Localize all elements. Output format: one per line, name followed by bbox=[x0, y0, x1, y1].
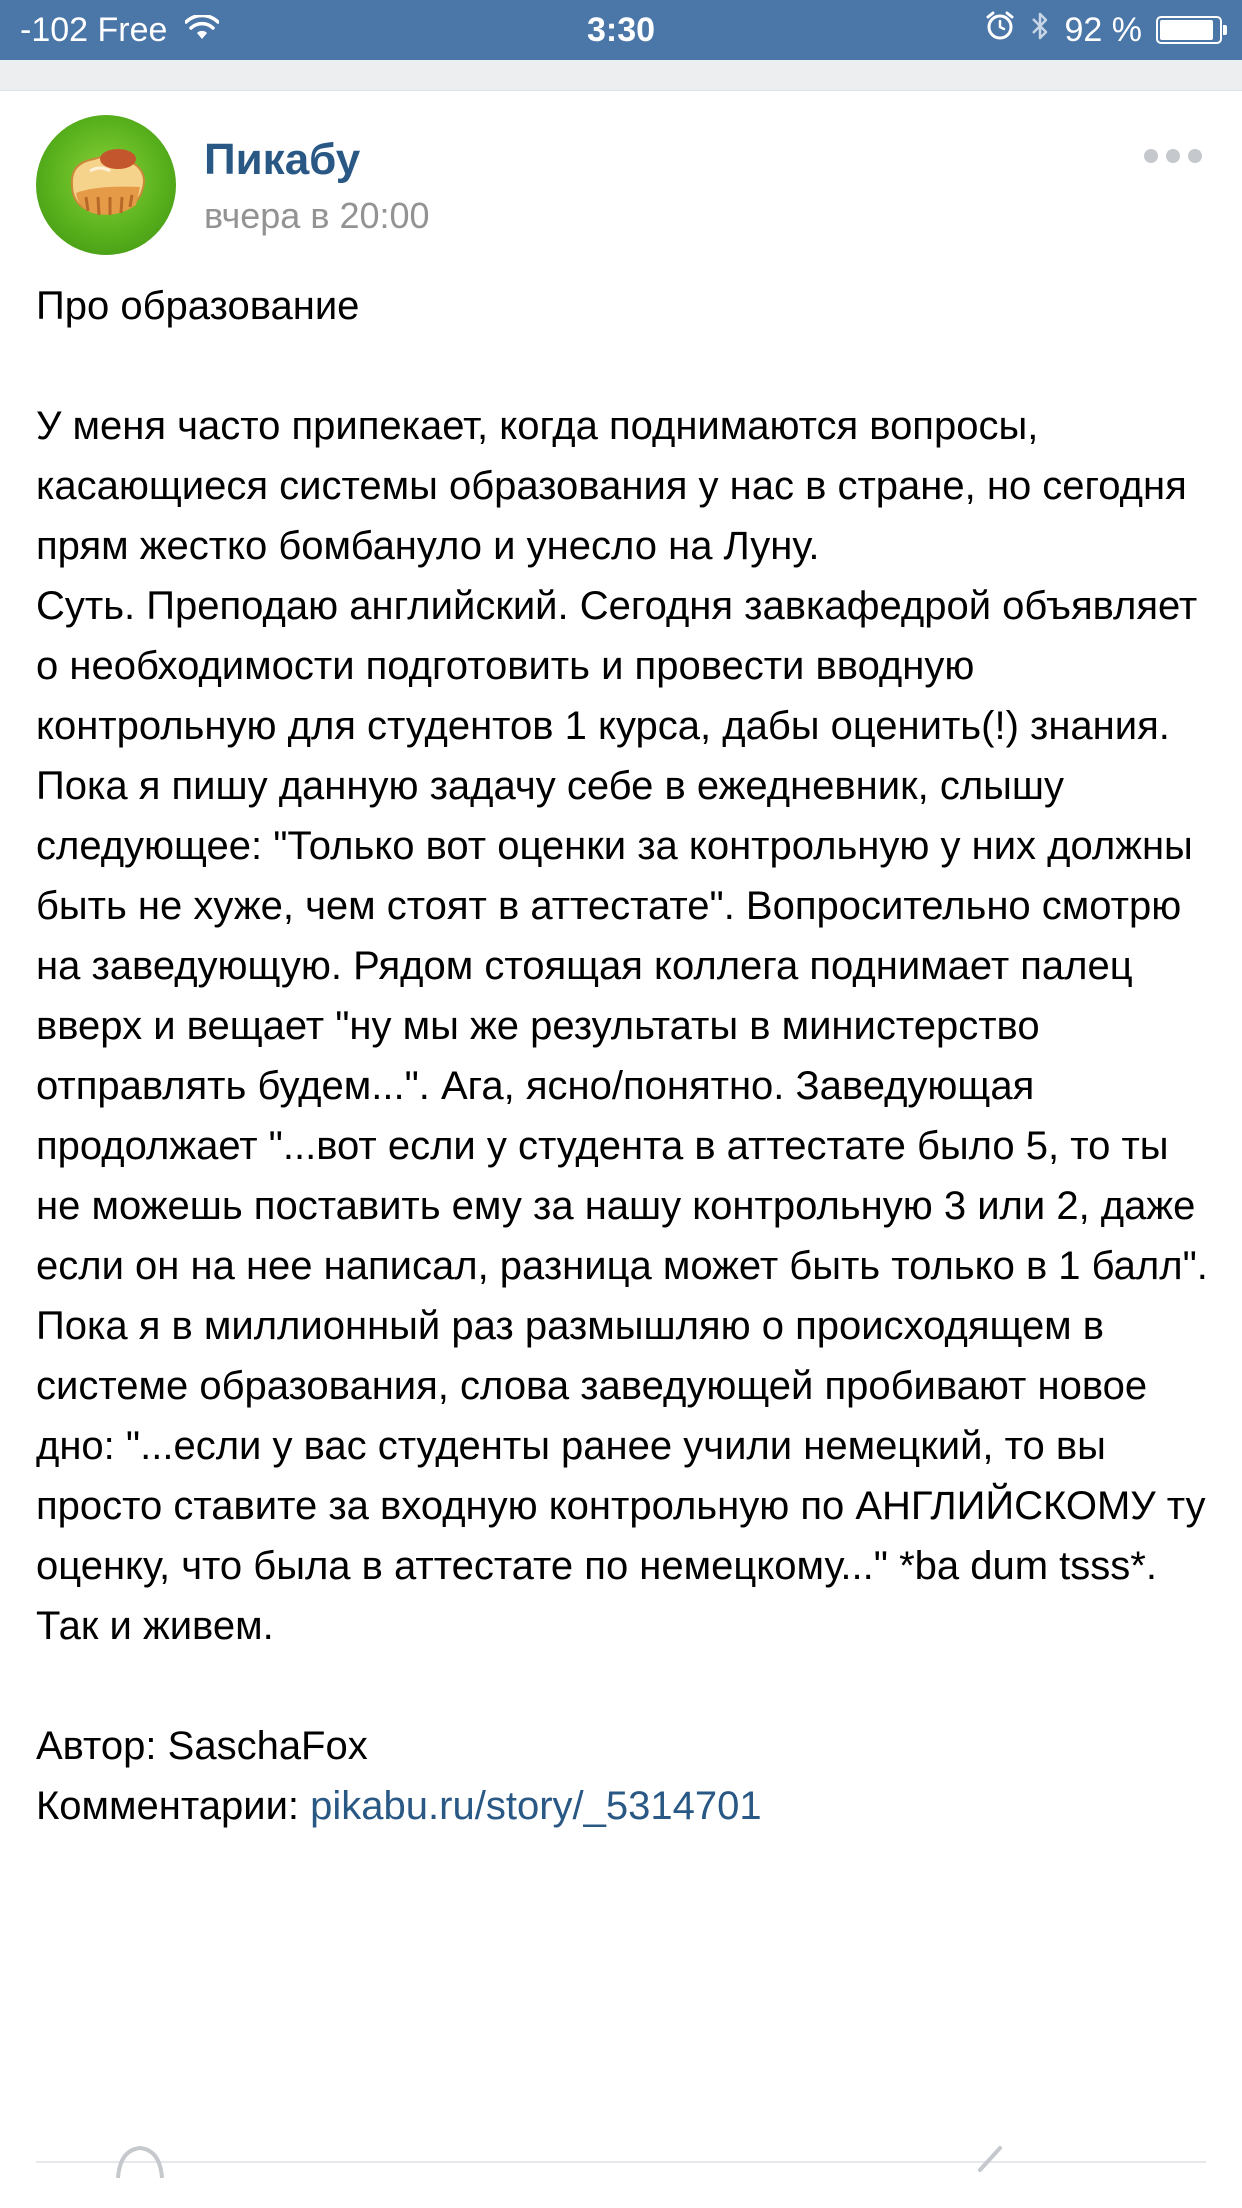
status-time: 3:30 bbox=[586, 10, 656, 49]
bluetooth-icon bbox=[1029, 10, 1051, 51]
carrier-label: -102 Free bbox=[20, 10, 168, 49]
post-card bbox=[0, 91, 1242, 2208]
comments-label: Комментарии: bbox=[36, 1784, 311, 1828]
post-paragraph-1: У меня часто припекает, когда поднимаются вопросы, касающиеся системы образования у нас в стране, но сегодня прям жестко бомбануло и унесло на Луну. bbox=[36, 404, 1187, 568]
dot bbox=[1144, 149, 1158, 163]
battery-level bbox=[1160, 20, 1213, 40]
post-text bbox=[36, 276, 1216, 1836]
alarm-icon bbox=[985, 11, 1015, 50]
status-bar bbox=[0, 0, 1242, 60]
post-comments-line bbox=[36, 1776, 1216, 1836]
author-name[interactable]: Пикабу bbox=[204, 135, 361, 184]
post-actions bbox=[0, 2130, 1242, 2208]
battery-percent: 92 % bbox=[1064, 10, 1142, 49]
battery-icon bbox=[1156, 16, 1222, 44]
more-dots-icon[interactable] bbox=[1144, 149, 1202, 163]
post-paragraph-2: Суть. Преподаю английский. Сегодня завкафедрой объявляет о необходимости подготовить и провести вводную контрольную для студентов 1 курса, дабы оценить(!) знания. Пока я пишу данную задачу себе в ежедневник, слышу следующее: "Только вот оценки за контрольную у них должны быть не хуже, чем стоят в аттестате". Вопросительно смотрю на заведующую. Рядом стоящая коллега поднимает палец вверх и вещает "ну мы же результаты в министерство отправлять будем...". Ага, ясно/понятно. Заведующая продолжает "...вот если у студента в аттестате было 5, то ты не можешь поставить ему за нашу контрольную 3 или 2, даже если он на нее написал, разница может быть только в 1 балл". Пока я в миллионный раз размышляю о происходящем в системе образования, слова заведующей пробивают новое дно: "...если у вас студенты ранее учили немецкий, то вы просто ставите за входную контрольную по АНГЛИЙСКОМУ ту оценку, что была в аттестате по немецкому..." *ba dum tsss*. Так и живем. bbox=[36, 584, 1208, 1648]
feed-separator bbox=[0, 60, 1242, 91]
post-timestamp: вчера в 20:00 bbox=[204, 195, 430, 236]
dot bbox=[1166, 149, 1180, 163]
comments-link[interactable]: pikabu.ru/story/_5314701 bbox=[310, 1784, 762, 1828]
post-author-line: Автор: SaschaFox bbox=[36, 1724, 368, 1768]
pikabu-logo[interactable] bbox=[36, 115, 176, 255]
share-icon[interactable] bbox=[970, 2140, 1010, 2185]
wifi-icon bbox=[185, 11, 219, 50]
comment-icon[interactable] bbox=[110, 2140, 170, 2185]
post-title: Про образование bbox=[36, 284, 360, 328]
dot bbox=[1188, 149, 1202, 163]
